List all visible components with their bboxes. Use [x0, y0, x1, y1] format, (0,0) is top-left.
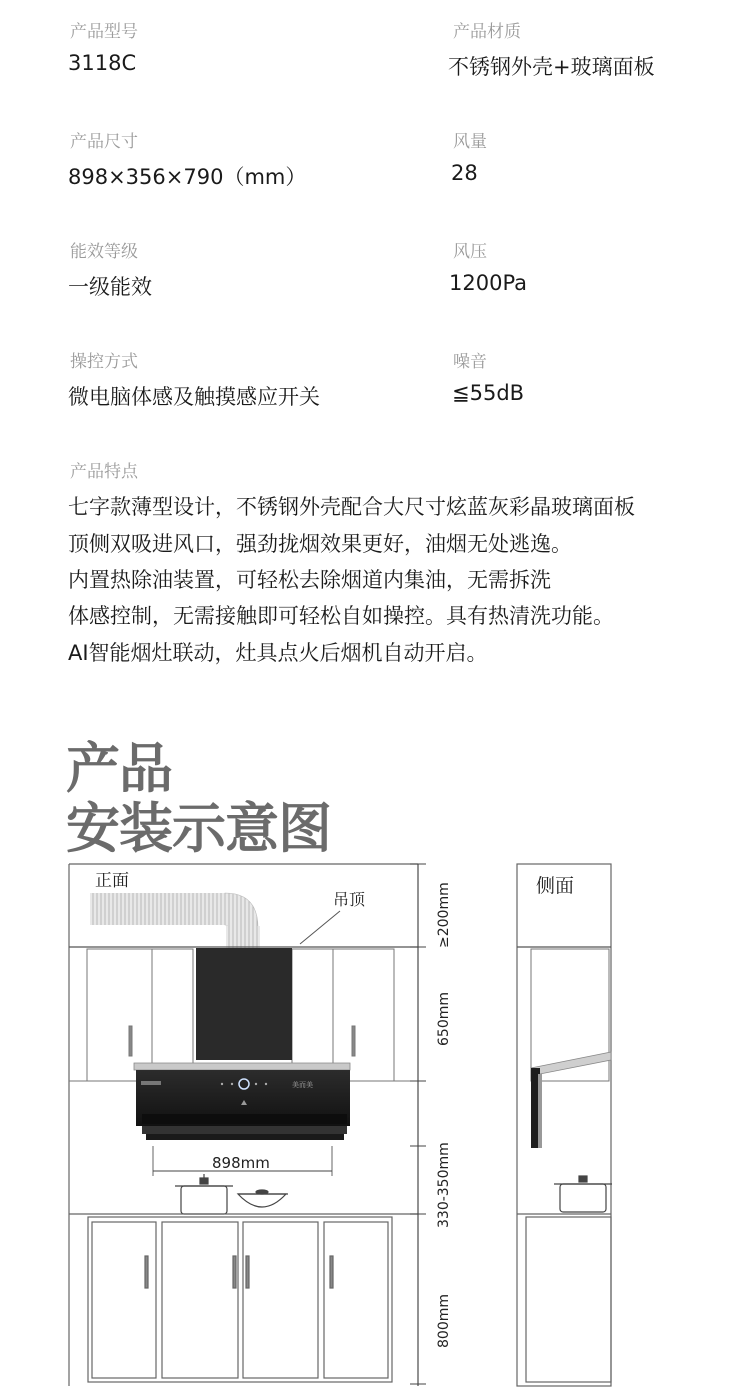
spec-efficiency-label: 能效等级: [70, 242, 138, 262]
dim-cabinet-label: 650mm: [436, 992, 452, 1046]
dim-counter-label: 800mm: [436, 1294, 452, 1348]
spec-model-label: 产品型号: [70, 22, 138, 42]
hood-brand: 美而美: [292, 1081, 313, 1089]
spec-material-value: 不锈钢外壳+玻璃面板: [448, 55, 655, 79]
spec-noise-label: 噪音: [453, 352, 487, 372]
front-label: 正面: [95, 871, 129, 891]
width-label: 898mm: [212, 1154, 270, 1172]
install-title-line2: 安装示意图: [66, 797, 331, 860]
spec-material-label: 产品材质: [453, 22, 521, 42]
cookware: [175, 1174, 288, 1214]
range-hood: [134, 948, 350, 1140]
install-diagram: [0, 856, 750, 1396]
spec-noise-value: ≦55dB: [452, 381, 525, 405]
spec-airflow-value: 28: [451, 161, 478, 185]
dim-top-label: ≥200mm: [436, 882, 452, 948]
ceiling-leader: [300, 911, 340, 944]
install-title-line1: 产品: [66, 737, 172, 800]
dim-gap-label: 330-350mm: [436, 1142, 452, 1228]
side-label: 侧面: [536, 875, 575, 897]
side-view: [517, 864, 612, 1386]
spec-airflow-label: 风量: [453, 132, 487, 152]
duct-pipe: [90, 893, 260, 948]
lower-cabinets: [69, 1214, 418, 1382]
features-title: 产品特点: [70, 462, 138, 482]
spec-size-value: 898×356×790（mm）: [68, 165, 307, 189]
ceiling-label: 吊顶: [333, 890, 366, 909]
feature-line: 内置热除油装置，可轻松去除烟道内集油，无需拆洗: [68, 568, 551, 592]
feature-line: 体感控制，无需接触即可轻松自如操控。具有热清洗功能。: [68, 604, 614, 628]
feature-line: 七字款薄型设计，不锈钢外壳配合大尺寸炫蓝灰彩晶玻璃面板: [68, 495, 635, 519]
spec-pressure-value: 1200Pa: [449, 271, 528, 295]
front-view: [69, 864, 452, 1386]
height-dimension: [410, 864, 426, 1386]
width-dimension: [153, 1146, 332, 1176]
spec-efficiency-value: 一级能效: [68, 275, 152, 299]
spec-size-label: 产品尺寸: [70, 132, 138, 152]
feature-line: 顶侧双吸进风口，强劲拢烟效果更好，油烟无处逃逸。: [68, 532, 572, 556]
spec-model-value: 3118C: [68, 51, 137, 75]
feature-line: AI智能烟灶联动，灶具点火后烟机自动开启。: [68, 641, 488, 665]
spec-control-value: 微电脑体感及触摸感应开关: [68, 385, 320, 409]
spec-control-label: 操控方式: [70, 352, 138, 372]
spec-pressure-label: 风压: [453, 242, 487, 262]
